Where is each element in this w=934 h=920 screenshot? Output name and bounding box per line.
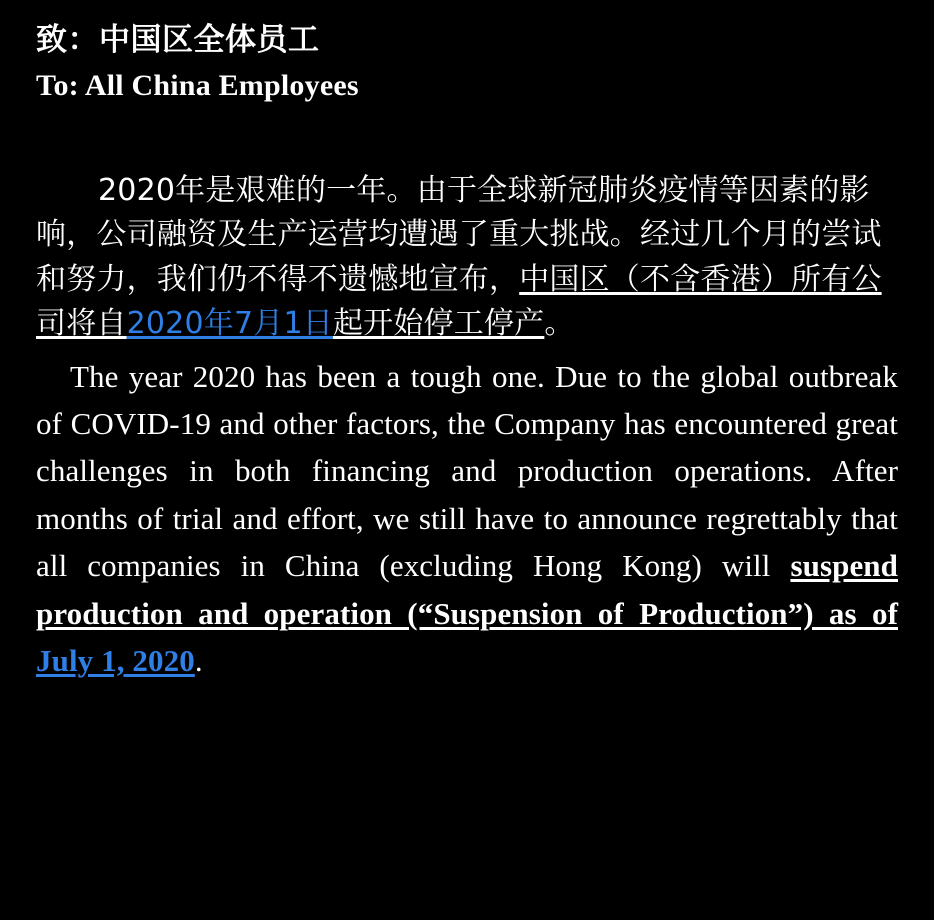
paragraph-chinese-underline-2: 起开始停工停产 xyxy=(332,306,545,342)
heading-chinese: 致：中国区全体员工 xyxy=(36,22,320,58)
paragraph-english-date: July 1, 2020 xyxy=(36,643,195,679)
paragraph-english-bold-underline: suspend production and operation (“Suspension of Production”) as of xyxy=(36,548,898,631)
paragraph-chinese-underline-1: 中国区（不含香港）所有公司将自 xyxy=(36,261,882,342)
paragraph-english-part1: The year 2020 has been a tough one. Due to the global outbreak of COVID-19 and other factors, the Company has encountered great challenges in both financing and production operations. After months of trial and effort, we still have to announce regrettably that all companies in China (excluding Hong Kong) will xyxy=(36,358,898,584)
paragraph-english-end: . xyxy=(194,643,203,679)
heading-body-spacer xyxy=(36,107,898,169)
paragraph-chinese-part1: 2020年是艰难的一年。由于全球新冠肺炎疫情等因素的影响，公司融资及生产运营均遭遇了重大挑战。经过几个月的尝试和努力，我们仍不得不遗憾地宣布， xyxy=(36,172,882,297)
paragraph-chinese xyxy=(36,169,898,347)
paragraph-english xyxy=(36,353,898,685)
heading-english: To: All China Employees xyxy=(36,68,359,102)
paragraph-chinese-end: 。 xyxy=(544,306,575,342)
paragraph-chinese-date: 2020年7月1日 xyxy=(126,306,333,342)
